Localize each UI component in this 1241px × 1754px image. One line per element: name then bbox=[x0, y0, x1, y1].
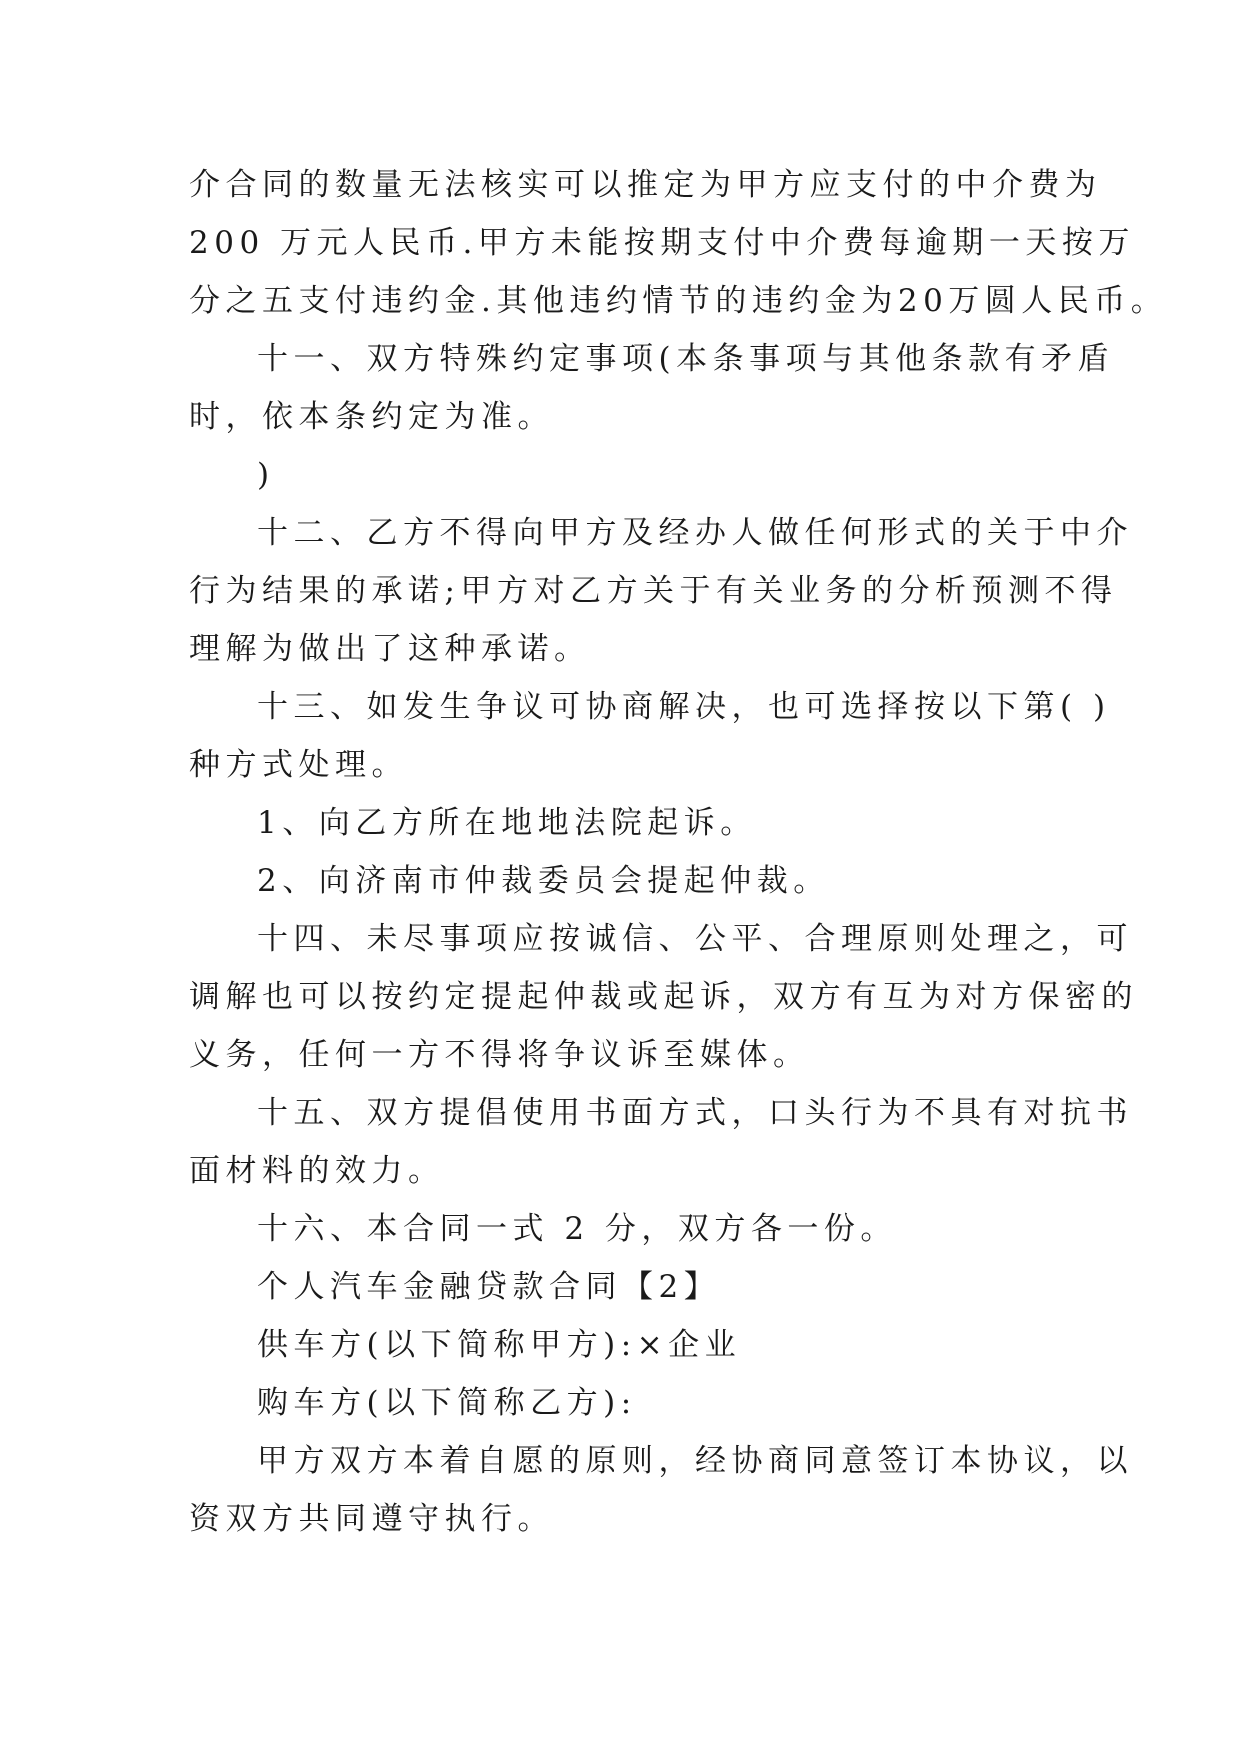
clause-13-heading: 十三、如发生争议可协商解决，也可选择按以下第( ) bbox=[257, 689, 1111, 725]
clause-12-heading: 十二、乙方不得向甲方及经办人做任何形式的关于中介 bbox=[257, 515, 1133, 551]
text-line-15: 调解也可以按约定提起仲裁或起诉，双方有互为对方保密的 bbox=[189, 979, 1138, 1015]
text-line-3: 分之五支付违约金.其他违约情节的违约金为20万圆人民币。 bbox=[189, 283, 1168, 319]
text-line-6: ) bbox=[257, 457, 275, 493]
section-title: 个人汽车金融贷款合同【2】 bbox=[257, 1269, 721, 1305]
text-line-11: 种方式处理。 bbox=[189, 747, 408, 783]
option-2: 2、向济南市仲裁委员会提起仲裁。 bbox=[257, 863, 830, 899]
party-a-line: 供车方(以下简称甲方):×企业 bbox=[257, 1327, 742, 1363]
clause-11-heading: 十一、双方特殊约定事项(本条事项与其他条款有矛盾 bbox=[257, 341, 1115, 377]
text-line-1: 介合同的数量无法核实可以推定为甲方应支付的中介费为 bbox=[189, 167, 1102, 203]
text-line-18: 面材料的效力。 bbox=[189, 1153, 445, 1189]
text-line-8: 行为结果的承诺;甲方对乙方关于有关业务的分析预测不得 bbox=[189, 573, 1118, 609]
preamble-line-1: 甲方双方本着自愿的原则，经协商同意签订本协议，以 bbox=[257, 1443, 1133, 1479]
option-1: 1、向乙方所在地地法院起诉。 bbox=[257, 805, 757, 841]
clause-15-heading: 十五、双方提倡使用书面方式，口头行为不具有对抗书 bbox=[257, 1095, 1133, 1131]
text-line-5: 时，依本条约定为准。 bbox=[189, 399, 554, 435]
preamble-line-2: 资双方共同遵守执行。 bbox=[189, 1501, 554, 1537]
clause-16: 十六、本合同一式 2 分，双方各一份。 bbox=[257, 1211, 897, 1247]
text-line-9: 理解为做出了这种承诺。 bbox=[189, 631, 591, 667]
clause-14-heading: 十四、未尽事项应按诚信、公平、合理原则处理之，可 bbox=[257, 921, 1133, 957]
text-line-2: 200 万元人民币.甲方未能按期支付中介费每逾期一天按万 bbox=[189, 225, 1135, 261]
party-b-line: 购车方(以下简称乙方): bbox=[257, 1385, 637, 1421]
text-line-16: 义务，任何一方不得将争议诉至媒体。 bbox=[189, 1037, 810, 1073]
